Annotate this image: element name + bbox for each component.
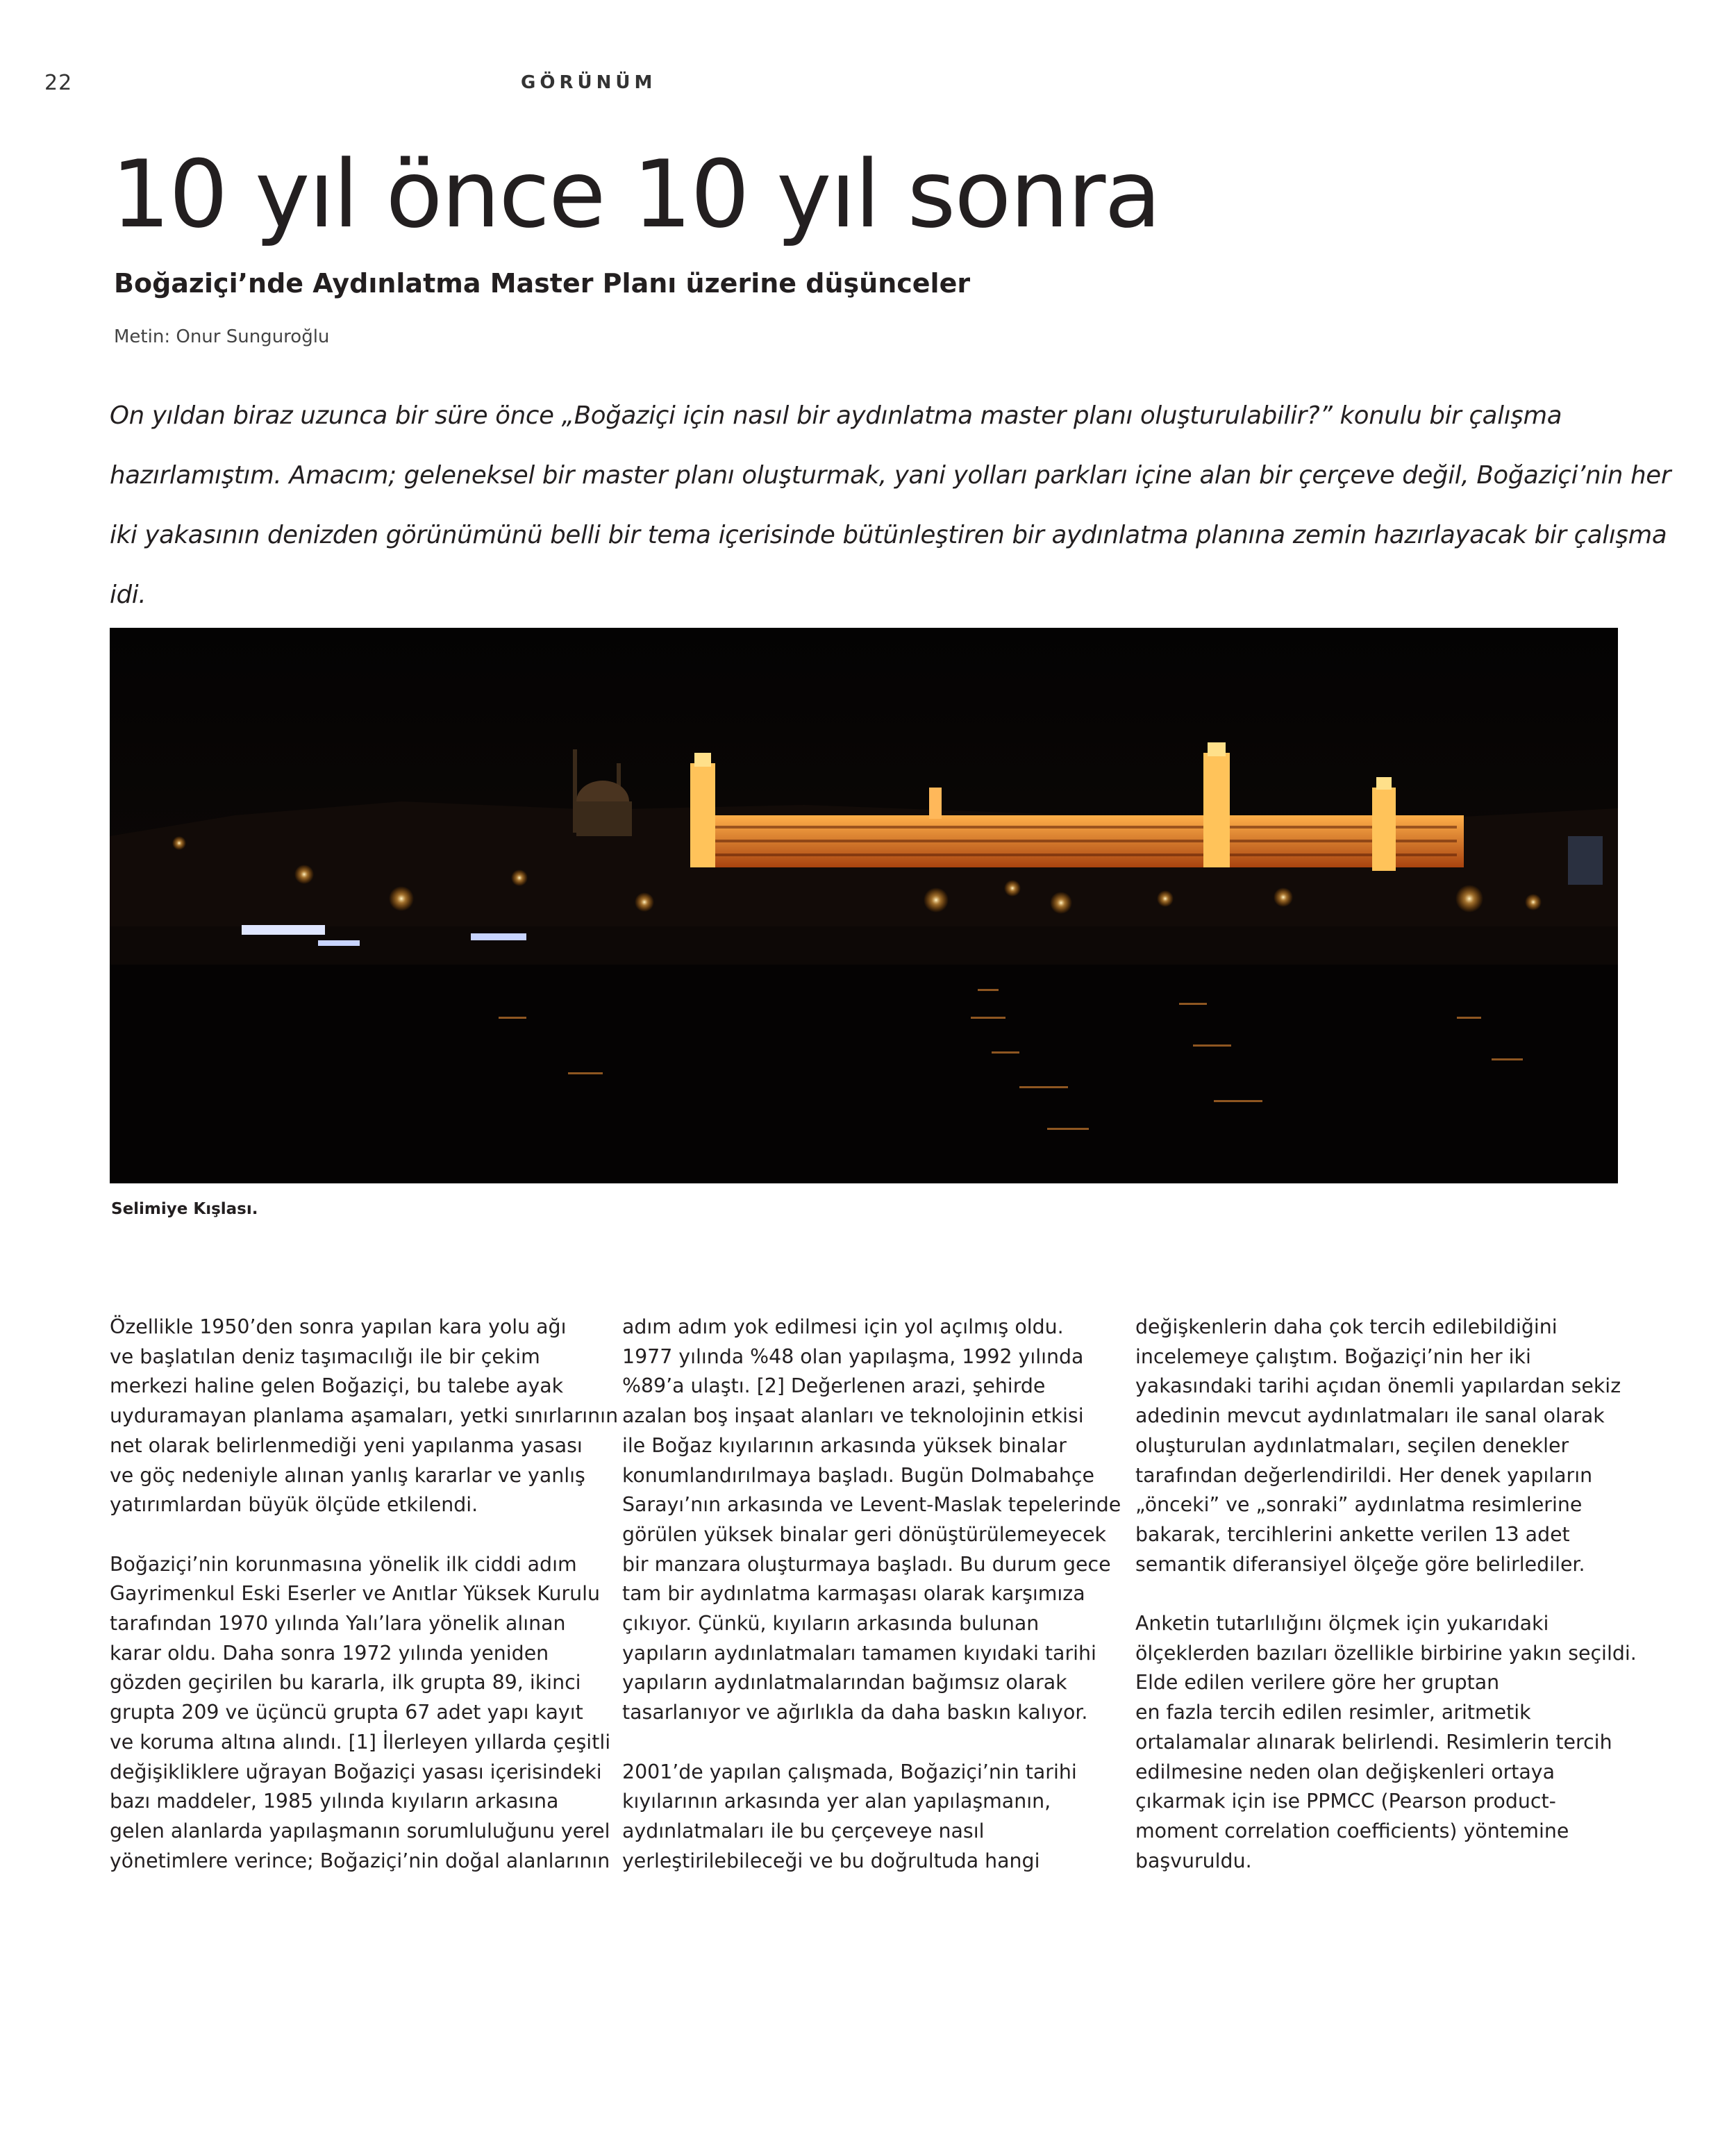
text-line: oluşturulan aydınlatmaları, seçilen denekler <box>1135 1433 1569 1457</box>
text-line: uyduramayan planlama aşamaları, yetki sınırlarının <box>110 1404 619 1428</box>
text-line: tam bir aydınlatma karmaşası olarak karşımıza <box>622 1582 1085 1606</box>
column-2 <box>622 1313 1121 1906</box>
text-line: konumlandırılmaya başladı. Bugün Dolmabahçe <box>622 1463 1094 1487</box>
text-line: Elde edilen verilere göre her gruptan <box>1135 1671 1500 1695</box>
column-3 <box>1135 1313 1637 1906</box>
text-line: değişikliklere uğrayan Boğaziçi yasası içerisindeki <box>110 1760 602 1783</box>
text-line: Sarayı’nın arkasında ve Levent-Maslak tepelerinde <box>622 1493 1121 1517</box>
text-line: değişkenlerin daha çok tercih edilebildiğini <box>1135 1315 1558 1338</box>
text-line: azalan boş inşaat alanları ve teknolojinin etkisi <box>622 1404 1084 1428</box>
text-line: aydınlatmaları ile bu çerçeveye nasıl <box>622 1819 985 1842</box>
text-line: incelemeye çalıştım. Boğaziçi’nin her iki <box>1135 1344 1531 1368</box>
tower-center <box>1203 742 1230 867</box>
text-line: bazı maddeler, 1985 yılında kıyıların arkasına <box>110 1790 559 1813</box>
text-line: Boğaziçi’nin korunmasına yönelik ilk ciddi adım <box>110 1552 577 1576</box>
text-line: en fazla tercih edilen resimler, aritmetik <box>1135 1701 1531 1724</box>
text-line: adedinin mevcut aydınlatmaları ile sanal olarak <box>1135 1404 1605 1428</box>
tower-left <box>690 753 715 867</box>
tower-right <box>1372 777 1396 871</box>
paragraph <box>1135 1609 1637 1876</box>
lead-paragraph: On yıldan biraz uzunca bir süre önce „Boğaziçi için nasıl bir aydınlatma master planı oluşturulabilir?” konulu bir çalışma hazırlamıştım. Amacım; geleneksel bir master planı oluşturmak, yani yolları parkları içine alan bir çerçeve değil, Boğaziçi’nin her iki yakasının denizden görünümünü belli bir tema içerisinde bütünleştiren bir aydınlatma planına zemin hazırlayacak bir çalışma idi. <box>110 401 1671 609</box>
night-photo <box>110 628 1618 1183</box>
column-1 <box>110 1313 619 1906</box>
text-line: edilmesine neden olan değişkenleri ortaya <box>1135 1760 1555 1783</box>
text-line: kıyılarının arkasında yer alan yapılaşmanın, <box>622 1790 1051 1813</box>
article-subtitle: Boğaziçi’nde Aydınlatma Master Planı üzerine düşünceler <box>114 268 971 299</box>
text-line: 1977 yılında %48 olan yapılaşma, 1992 yılında <box>622 1344 1084 1368</box>
text-line: gözden geçirilen bu kararla, ilk grupta 89, ikinci <box>110 1671 581 1695</box>
text-line: yapıların aydınlatmalarından bağımsız olarak <box>622 1671 1067 1695</box>
section-label: GÖRÜNÜM <box>521 72 657 93</box>
paragraph <box>110 1313 619 1520</box>
water <box>110 965 1618 1183</box>
text-line: ve koruma altına alındı. [1] İlerleyen yıllarda çeşitli <box>110 1730 611 1754</box>
text-line: ve göç nedeniyle alınan yanlış kararlar ve yanlış <box>110 1463 585 1487</box>
text-line: „önceki” ve „sonraki” aydınlatma resimlerine <box>1135 1493 1583 1517</box>
text-line: ve başlatılan deniz taşımacılığı ile bir çekim <box>110 1344 540 1368</box>
text-line: çıkıyor. Çünkü, kıyıların arkasında bulunan <box>622 1612 1040 1635</box>
text-line: Özellikle 1950’den sonra yapılan kara yolu ağı <box>110 1315 567 1338</box>
text-line: ortalamalar alınarak belirlendi. Resimlerin tercih <box>1135 1730 1612 1754</box>
text-line: %89’a ulaştı. [2] Değerlenen arazi, şehirde <box>622 1374 1046 1398</box>
text-line: net olarak belirlenmediği yeni yapılanma yasası <box>110 1433 583 1457</box>
photo-caption: Selimiye Kışlası. <box>111 1200 258 1218</box>
text-line: yatırımlardan büyük ölçüde etkilendi. <box>110 1493 478 1517</box>
text-line: ölçeklerden bazıları özellikle birbirine yakın seçildi. <box>1135 1641 1637 1665</box>
text-line: bir manzara oluşturmaya başladı. Bu durum gece <box>622 1552 1111 1576</box>
text-line: grupta 209 ve üçüncü grupta 67 adet yapı kayıt <box>110 1701 583 1724</box>
text-line: karar oldu. Daha sonra 1972 yılında yeniden <box>110 1641 549 1665</box>
text-line: yapıların aydınlatmaları tamamen kıyıdaki tarihi <box>622 1641 1096 1665</box>
night-photo-illustration <box>110 628 1618 1183</box>
text-line: adım adım yok edilmesi için yol açılmış oldu. <box>622 1315 1064 1338</box>
text-line: başvuruldu. <box>1135 1849 1252 1872</box>
paragraph <box>622 1313 1121 1728</box>
text-line: semantik diferansiyel ölçeğe göre belirlediler. <box>1135 1552 1585 1576</box>
text-line: yerleştirilebileceği ve bu doğrultuda hangi <box>622 1849 1040 1872</box>
text-line: çıkarmak için ise PPMCC (Pearson product- <box>1135 1790 1556 1813</box>
author-credit: Metin: Onur Sunguroğlu <box>114 326 330 347</box>
text-line: merkezi haline gelen Boğaziçi, bu talebe ayak <box>110 1374 564 1398</box>
text-line: 2001’de yapılan çalışmada, Boğaziçi’nin tarihi <box>622 1760 1077 1783</box>
text-line: görülen yüksek binalar geri dönüştürülemeyecek <box>622 1522 1106 1546</box>
text-line: gelen alanlarda yapılaşmanın sorumluluğunu yerel <box>110 1819 610 1842</box>
text-line: bakarak, tercihlerini ankette verilen 13 adet <box>1135 1522 1570 1546</box>
text-line: Anketin tutarlılığını ölçmek için yukarıdaki <box>1135 1612 1549 1635</box>
paragraph <box>110 1550 611 1876</box>
text-line: yakasındaki tarihi açıdan önemli yapılardan sekiz <box>1135 1374 1621 1398</box>
text-line: Gayrimenkul Eski Eserler ve Anıtlar Yüksek Kurulu <box>110 1582 601 1606</box>
article-title: 10 yıl önce 10 yıl sonra <box>111 140 1160 249</box>
text-line: tarafından 1970 yılında Yalı’lara yönelik alınan <box>110 1612 566 1635</box>
text-line: tarafından değerlendirildi. Her denek yapıların <box>1135 1463 1593 1487</box>
text-line: yönetimlere verince; Boğaziçi’nin doğal alanlarının <box>110 1849 610 1872</box>
paragraph <box>622 1758 1108 1876</box>
text-line: ile Boğaz kıyılarının arkasında yüksek binalar <box>622 1433 1067 1457</box>
text-line: tasarlanıyor ve ağırlıkla da daha baskın kalıyor. <box>622 1701 1088 1724</box>
page-number: 22 <box>44 71 73 95</box>
paragraph <box>1135 1313 1621 1579</box>
text-line: moment correlation coefficients) yöntemine <box>1135 1819 1569 1842</box>
